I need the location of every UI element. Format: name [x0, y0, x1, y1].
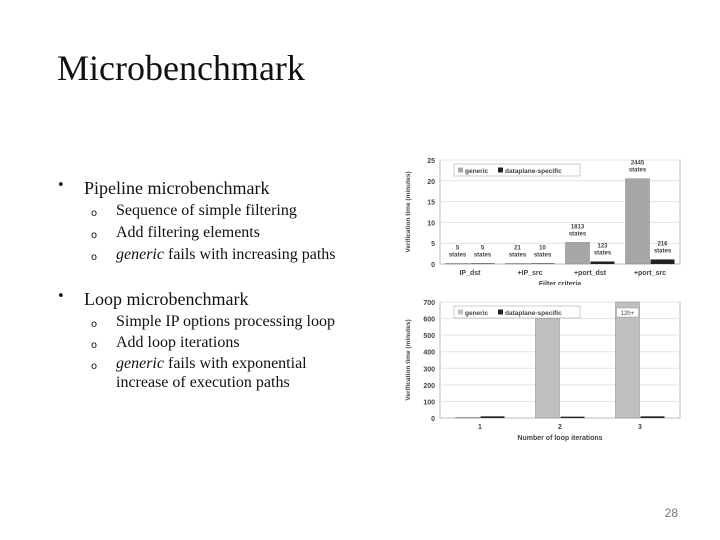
- slide-title: Microbenchmark: [57, 48, 305, 88]
- sub-bullet-icon: o: [91, 361, 98, 372]
- x-tick-label: 1: [478, 424, 482, 431]
- y-tick-label: 200: [423, 382, 435, 390]
- bullet-label: Pipeline microbenchmark: [84, 178, 270, 198]
- plot-area: [440, 302, 680, 418]
- chart-loop-svg: [400, 296, 685, 446]
- sub-item-text: Add filtering elements: [116, 224, 260, 241]
- bar-generic: [506, 263, 530, 264]
- y-tick-label: 0: [431, 416, 435, 423]
- x-tick-label: 2: [558, 424, 562, 431]
- chart-pipeline: [400, 150, 685, 289]
- y-tick-label: 300: [423, 366, 435, 374]
- data-label: 5: [480, 245, 485, 252]
- emph-generic: generic: [116, 355, 164, 372]
- y-tick-label: 20: [427, 178, 435, 186]
- bar-generic: [616, 302, 640, 418]
- bar-generic: [626, 179, 650, 264]
- y-tick-label: 15: [427, 199, 435, 207]
- legend-swatch-dataplane: [498, 310, 503, 315]
- bar-dataplane-specific: [651, 259, 675, 264]
- data-label: states: [653, 248, 672, 255]
- sub-item-text: [116, 354, 356, 392]
- bullet-dot-icon: •: [57, 178, 65, 193]
- y-tick-label: 400: [423, 349, 435, 357]
- y-tick-label: 700: [423, 300, 435, 307]
- sub-bullet-icon: o: [91, 208, 98, 219]
- data-label: 1813: [570, 224, 585, 231]
- y-tick-label: 25: [427, 158, 435, 165]
- x-axis-label: Filter criteria: [538, 281, 582, 285]
- data-label: 2445: [630, 160, 645, 167]
- sub-item-text: Sequence of simple filtering: [116, 202, 297, 219]
- legend-label: generic: [465, 168, 489, 175]
- y-tick-label: 10: [427, 220, 435, 228]
- legend-label: generic: [465, 310, 489, 317]
- data-label: states: [628, 167, 647, 174]
- sub-bullet-icon: o: [91, 230, 98, 241]
- data-label: 21: [514, 245, 521, 252]
- data-label: 123: [597, 243, 608, 250]
- legend-label: dataplane-specific: [505, 168, 562, 175]
- legend-label: dataplane-specific: [505, 310, 562, 317]
- legend-swatch-dataplane: [498, 168, 503, 173]
- bar-dataplane-specific: [481, 416, 505, 418]
- sub-bullet-icon: o: [91, 340, 98, 351]
- y-tick-label: 0: [431, 262, 435, 269]
- x-tick-label: IP_dst: [459, 270, 481, 277]
- chart-pipeline-svg: [400, 150, 685, 285]
- bar-dataplane-specific: [531, 263, 555, 264]
- sub-bullet-icon: o: [91, 252, 98, 263]
- sub-item-rest: fails with increasing paths: [163, 246, 336, 263]
- bar-dataplane-specific: [471, 263, 495, 264]
- x-tick-label: +port_dst: [573, 270, 607, 277]
- data-label: states: [533, 252, 552, 259]
- data-label: states: [593, 250, 612, 257]
- bar-generic: [456, 417, 480, 418]
- page-number: 28: [664, 506, 678, 520]
- y-axis-label: Verification time (minutes): [405, 171, 412, 253]
- annotation-label: 12h+: [620, 311, 635, 317]
- bar-dataplane-specific: [641, 416, 665, 418]
- sub-bullet-icon: o: [91, 319, 98, 330]
- y-tick-label: 500: [423, 333, 435, 341]
- bar-generic: [536, 319, 560, 418]
- data-label: states: [508, 252, 527, 259]
- sub-item-text: [116, 245, 386, 264]
- x-axis-label: Number of loop iterations: [517, 435, 603, 442]
- y-tick-label: 100: [423, 399, 435, 407]
- bullet-dot-icon: •: [57, 289, 65, 304]
- bar-dataplane-specific: [561, 417, 585, 418]
- bar-generic: [446, 263, 470, 264]
- data-label: 5: [455, 245, 460, 252]
- x-tick-label: +port_src: [633, 270, 667, 277]
- chart-loop: [400, 296, 685, 450]
- bar-generic: [566, 242, 590, 264]
- x-tick-label: +IP_src: [517, 270, 543, 277]
- sub-item-text: Simple IP options processing loop: [116, 313, 335, 330]
- data-label: states: [473, 252, 492, 259]
- legend-swatch-generic: [458, 168, 463, 173]
- data-label: 216: [657, 241, 668, 248]
- y-axis-label: Verification time (minutes): [405, 319, 412, 401]
- y-tick-label: 5: [431, 241, 435, 249]
- data-label: 10: [539, 245, 546, 252]
- sub-item-rest: fails with exponential increase of execution paths: [116, 355, 307, 391]
- legend-swatch-generic: [458, 310, 463, 315]
- sub-item-text: Add loop iterations: [116, 334, 240, 351]
- data-label: states: [448, 252, 467, 259]
- y-tick-label: 600: [423, 316, 435, 324]
- bar-dataplane-specific: [591, 262, 615, 264]
- emph-generic: generic: [116, 246, 164, 263]
- data-label: states: [568, 231, 587, 238]
- bullet-label: Loop microbenchmark: [84, 289, 249, 309]
- x-tick-label: 3: [638, 424, 642, 431]
